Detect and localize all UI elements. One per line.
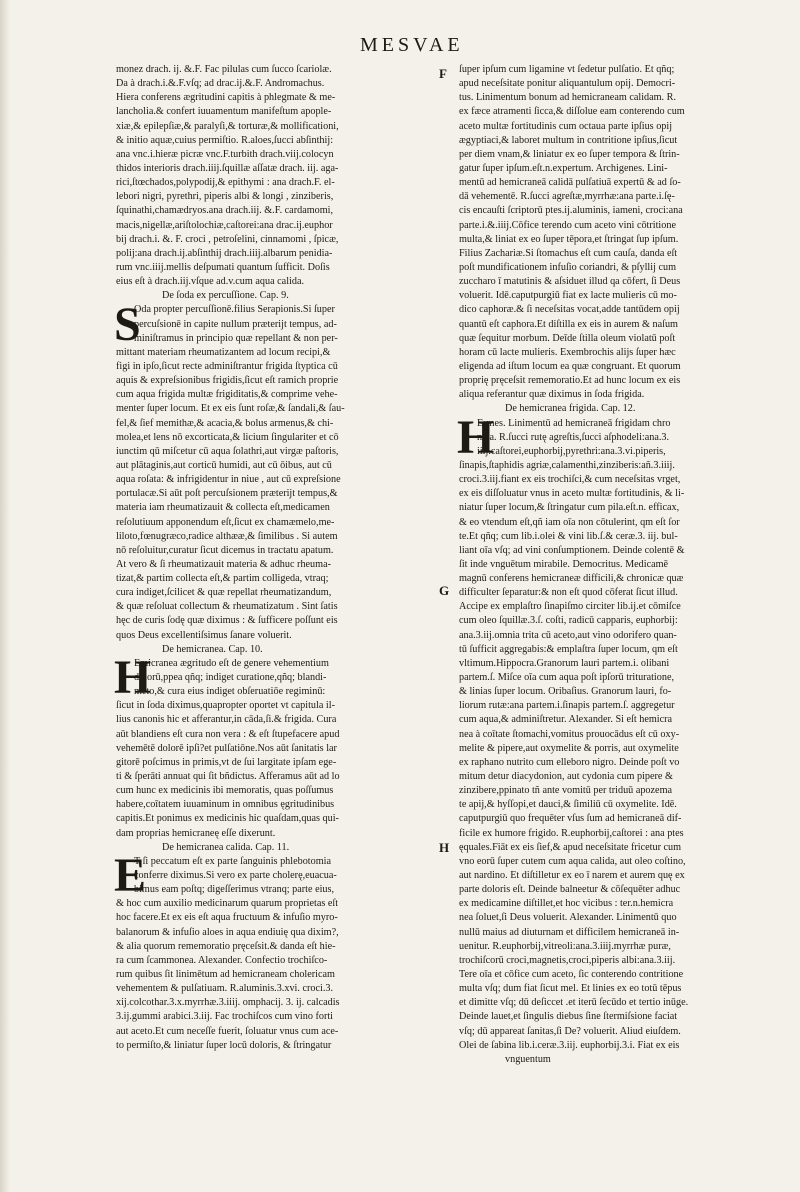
right-column	[459, 63, 791, 1067]
text-line: et dimitte vſq; dū deſiccet .et iterū ſecūdo et tertio inūge.	[459, 997, 689, 1009]
text-line: aut plātaginis,aut corticū humidi, aut cū ōibus, aut cū	[116, 459, 332, 471]
text-line: cura indiget,ſcilicet & quæ repellat rheumatizandum,	[116, 587, 332, 599]
drop-cap: H	[457, 410, 495, 464]
text-line: & linias ſuper locum. Oribaſius. Granorum lauri, fo-	[459, 686, 672, 698]
text-line: mitum detur diacydonion, aut cydonia cum pipere &	[459, 771, 673, 783]
text-line: & eo vtendum eſt,qñ iam oīa non cōtulerint, qm eſt ſor	[459, 516, 680, 528]
text-line: materia iam rheumatizauit & collecta eſt,medicamen	[116, 502, 330, 514]
text-line: ſuper ipſum cum ligamine vt ſedetur pulſatio. Et qñq;	[459, 64, 675, 75]
text-line: iunctim qū miſcetur cū aqua ſolathri,aut virgæ paſtoris,	[116, 445, 339, 457]
text-line: rici,ſtœchados,polypodij,& epithymi : ana drach.F. el-	[116, 177, 335, 189]
text-line: ęquales.Fiāt ex eis ſief,& apud neceſsitate fricetur cum	[459, 841, 682, 853]
text-line: habere,coītatem iuuaminum in omnibus ęgritudinibus	[116, 799, 335, 811]
text-line: tū ſufficit aggregabis:& emplaſtra ſuper locum, qm eſt	[459, 643, 678, 655]
text-line: T ſi peccatum eſt ex parte ſanguinis phlebotomia	[134, 855, 331, 867]
text-line: figi in ipſo,ſicut recte adminiſtrantur frigida ſtyptica cū	[116, 360, 338, 372]
text-line: xij.colcothar.3.x.myrrhæ.3.iiij. omphacij. 3. ij. calcadis	[116, 997, 340, 1009]
text-line: lebori nigri, pyrethri, piperis albi & longi , zinziberis,	[116, 191, 334, 203]
text-line: zinzibere,ppinato tñ ante vomitū per triduū apozema	[459, 785, 673, 797]
text-line: mittant materiam rheumatizantem ad locum recipi,&	[116, 346, 331, 358]
text-line: dā vehementē. R.ſucci agreſtæ,myrrhæ:ana parte.i.ſę-	[459, 191, 675, 203]
text-line: bij drach.i. &. F. croci , petroſelini, cinnamomi , ſpicæ,	[116, 233, 339, 245]
text-line: balanorum & infuſio aloes in aqua endiuię qua dixim?,	[116, 926, 339, 938]
text-line: rum quibus ſit linimētum ad hemicraneam cholericam	[116, 969, 335, 980]
text-line: cum hunc ex medicinis ibi memoratis, quas poſſumus	[116, 785, 334, 797]
text-line: Oda propter percuſſionē.filius Serapionis.Si ſuper	[134, 304, 335, 316]
text-line: & quæ reſoluat collectum & rheumatizatum . Sint ſatis	[116, 601, 338, 613]
text-line: vſq; dū appareat ſanitas,ſi De? voluerit. Aliud eiuſdem.	[459, 1025, 681, 1037]
text-line: dolorū,ppea qñq; indiget curatione,qñq; blandi-	[134, 672, 327, 684]
text-line: rum vnc.iiij.mellis deſpumati quantum ſufficit. Doſis	[116, 261, 330, 273]
text-line: reſolutiuum apponendum eſt,ſicut ex chamæmelo,me-	[116, 516, 335, 528]
text-line: tus. Linimentum bonum ad hemicraneam calidam. R.	[459, 92, 676, 104]
text-line: te apij,& hyſſopi,et dauci,& ſimiliū cū oxymelite. Idē.	[459, 799, 677, 811]
text-line: hęc de curis ſodę quæ diximus : & ſufficere poſſunt eis	[116, 615, 338, 627]
text-line: quæ ſequitur morbum. Deīde ſtilla oleum violatū poſt	[459, 332, 676, 344]
text-line: portulacæ.Si aūt poſt percuſsionem præterijt tempus,&	[116, 488, 338, 500]
text-line: nullū maius ad diuturnam et difficilem hemicraneā in-	[459, 926, 680, 938]
text-line: aliqua referantur quæ diximus in ſoda frigida.	[459, 389, 645, 401]
text-line: vehementem & pulſatiuam. R.aluminis.3.xvi. croci.3.	[116, 983, 334, 995]
text-line: & hoc cum auxilio medicinarum quarum proprietas eſt	[116, 898, 339, 910]
text-line: lancholia.& confert iuuamentum manifeſtum apople-	[116, 106, 332, 118]
text-line: ſquinathi,chamædryos.ana drach.iij. &.F. cardamomi,	[116, 205, 334, 217]
text-line: aquis & expreſsionibus frigidis,ſicut eſt ramich proprie	[116, 375, 339, 387]
text-line: voluerit. Idē.caputpurgiū fiat ex lacte mulieris cū mo-	[459, 290, 677, 302]
text-line: eius eſt à drach.iij.vſque ad.v.cum aqua calida.	[116, 276, 305, 288]
text-line: aut aceto.Et cum neceſſe fuerit, ſoluatur vnus cum ace-	[116, 1025, 339, 1037]
text-line: ti & ſperāti annuat qui ſit bñdictus. Afferamus aūt ad lo	[116, 771, 340, 783]
text-line: nea à coītate ſtomachi,vomitus prouocādus eſt cū oxy-	[459, 728, 680, 740]
text-line: Olei de ſabina lib.i.ceræ.3.iij. euphorbij.3.i. Fiat ex eis	[459, 1039, 680, 1051]
text-line: ex raphano nutrito cum elleboro nigro. Deinde poſt vo	[459, 756, 680, 768]
text-line: percuſsionē in capite nullum præterijt tempus, ad-	[134, 318, 337, 330]
text-line: cum aqua,& adminiſtretur. Alexander. Si eſt hemicra	[459, 714, 673, 726]
text-line: apud neceſsitate ponitur aliquantulum opij. Democri-	[459, 78, 676, 90]
text-line: ægyptiaci,& laboret multum in contritione ipſius,ſicut	[459, 134, 678, 146]
text-line: Hiera conferens ægritudini capitis à phlegmate & me-	[116, 92, 336, 104]
text-line: Deinde lauet,et ſingulis diebus ſine ſtermiſsione faciat	[459, 1011, 678, 1023]
text-line: liant oīa vſq; ad vini conſumptionem. Deinde colentē &	[459, 544, 685, 556]
text-line: De ſoda ex percuſſione. Cap. 9.	[162, 290, 289, 302]
left-column	[116, 63, 438, 1053]
text-line: dam proprias hemicraneę eſſe dixerunt.	[116, 827, 276, 839]
text-line: te.Et qñq; cum lib.i.olei & vini lib.ſ.& ceræ.3. iij. bul-	[459, 530, 678, 542]
text-line: vehemētē dolorē ipſi?et pulſatiōne.Nos aūt ſanitatis lar	[116, 742, 337, 754]
text-line: uenitur. R.euphorbij,vitreoli:ana.3.iiij.myrrhæ puræ,	[459, 940, 671, 952]
text-line: gitorē poſcimus in primis,vt de ſui largitate ipſam ege-	[116, 756, 337, 768]
margin-letter-f: F	[439, 66, 447, 81]
text-line: 3.ij.gummi arabici.3.iij. Fac trochiſcos cum vino forti	[116, 1011, 334, 1023]
text-line: difficulter ſeparatur:& non eſt quod cōferat ſicut illud.	[459, 587, 678, 599]
text-line: poſt mundificationem infuſio coriandri, & pſyllij cum	[459, 261, 677, 273]
text-line: aut nardino. Et diſtilletur ex eo ī narem et aurem quę ex	[459, 870, 685, 882]
text-line: fel,& ſief memithæ,& acacia,& bolus armenus,& chi-	[116, 417, 334, 429]
text-line: miniſtramus in principio quæ repellant & non per-	[134, 332, 338, 344]
text-line: At vero & ſi rheumatizauit materia & adhuc rheuma-	[116, 558, 331, 570]
text-line: menter ſuper locum. Et ex eis ſunt roſæ,& ſandali,& ſau-	[116, 403, 345, 415]
margin-letter-h: H	[439, 840, 450, 855]
text-line: aqua roſata: & infrigidentur in niue , aut cū expreſsione	[116, 474, 341, 486]
text-line: & initio aquæ,cuius permiſtio. R.aloes,ſucci abſinthij:	[116, 134, 334, 146]
text-line: tizat,& partim collecta eſt,& partim colligeda, vtraq;	[116, 573, 329, 585]
text-line: macis,nigellæ,ariſtolochiæ,caſtorei:ana drac.ij.euphor	[116, 219, 333, 231]
text-line: monez drach. ij. &.F. Fac pilulas cum ſucco ſcariolæ.	[116, 64, 332, 75]
text-line: vltimum.Hippocra.Granorum lauri partem.i. olibani	[459, 657, 670, 669]
text-line: zuccharo ī matutinis & aſsiduet illud qa cōfert, ſi Deus	[459, 276, 681, 288]
text-line: thidos interioris drach.iiij.ſquillæ aſſatæ drach. iij. aga-	[116, 162, 339, 174]
page-gutter-shadow	[0, 0, 10, 1192]
text-line: trochiſcorū croci,magnetis,croci,piperis albi:ana.3.iij.	[459, 954, 676, 966]
drop-cap: S	[114, 297, 141, 351]
text-line: De hemicranea calida. Cap. 11.	[162, 841, 290, 853]
text-line: nea ſoluet,ſi Deus voluerit. Alexander. Linimentū quo	[459, 912, 677, 924]
text-line: liorum rutæ:ana partem.i.ſinapis partem.ſ. aggregetur	[459, 700, 675, 712]
text-line: ex eis diſſoluatur vnus in aceto multæ fortitudinis, & li-	[459, 488, 685, 500]
text-line: multa vſq; dum fiat ſicut mel. Et linies ex eo totū tēpus	[459, 983, 682, 995]
text-line: to permiſto,& liniatur ſuper locū doloris, & ſtringatur	[116, 1039, 332, 1051]
text-line: parte doloris eſt. Deinde balneetur & cōſequēter adhuc	[459, 884, 681, 896]
text-line: Da à drach.i.&.F.vſq; ad drac.ij.&.F. Andromachus.	[116, 78, 325, 90]
text-line: ana vnc.i.hieræ picræ vnc.F.turbith drach.viij.colocyn	[116, 148, 334, 160]
text-line: mēto,& cura eius indiget obſeruatiōe regiminū:	[134, 686, 326, 698]
text-line: per diem vnam,& liniatur ex eo ſuper tempora & ſtrin-	[459, 148, 680, 160]
text-line: De hemicranea frigida. Cap. 12.	[505, 403, 636, 415]
text-line: caputpurgiū quo frequēter vſus ſum ad hemicraneā dif-	[459, 813, 682, 825]
text-line: vno eorū ſuper cutem cum aqua calida, aut oleo coſtino,	[459, 855, 686, 867]
text-line: ex fæce atramenti ſicca,& diſſolue eam conterendo cum	[459, 106, 685, 118]
text-line: Emicranea ægritudo eſt de genere vehementium	[134, 657, 329, 669]
text-line: ra cum ſcammonea. Alexander. Confectio trochiſco-	[116, 954, 328, 966]
text-line: Tere oīa et cōfice cum aceto, ſic conterendo contritione	[459, 969, 684, 980]
text-line: multa,& liniat ex eo ſuper tēpora,et ſtringat ſup ipſum.	[459, 233, 679, 245]
text-line: gatur ſuper ipſum.eſt.n.expertum. Archigenes. Lini-	[459, 162, 668, 174]
text-line: mentū ad hemicraneā calidā pulſatiuā expertū & ad ſo-	[459, 177, 681, 189]
text-line: eligenda ad iſtum locum ea quæ congruant. Et quorum	[459, 360, 681, 372]
text-line: ſicut in ſoda diximus,quapropter oportet vt capitula il-	[116, 700, 335, 712]
text-line: ſinapis,ſtaphidis agriæ,calamenthi,zinziberis:añ.3.iiij.	[459, 459, 675, 471]
text-line: quantū eſt caphora.Et diſtilla ex eis in aurem & naſum	[459, 318, 678, 330]
text-line: vnguentum	[505, 1053, 551, 1065]
text-line: iiij.caſtorei,euphorbij,pyrethri:ana.3.vi.piperis,	[477, 445, 666, 457]
text-line: molea,et lens nō excorticata,& licium ſingulariter et cō	[116, 431, 339, 443]
text-line: polij:ana drach.ij.abſinthij drach.iiij.albarum penidia-	[116, 247, 333, 259]
text-line: cum aqua frigida multæ frigiditatis,& comprime vehe-	[116, 389, 338, 401]
drop-cap: E	[114, 849, 147, 903]
text-line: quos Deus excellentiſsimus ſanare voluerit.	[116, 629, 292, 641]
text-line: bimus eam poſtq; digeſſerimus vtranq; parte eius,	[134, 884, 335, 896]
text-line: & alia quorum rememoratio pręceſsit.& danda eſt hie-	[116, 940, 336, 952]
text-line: magnū conferens hemicraneæ difficili,& chronicæ quæ	[459, 573, 684, 585]
text-line: ex medicamine diſtillet,et hoc vicibus : ter.n.hemicra	[459, 898, 674, 910]
text-line: nica. R.ſucci rutę agreſtis,ſucci aſphodeli:ana.3.	[477, 431, 670, 443]
running-head: MESVAE	[360, 34, 464, 56]
text-line: horam cū lacte mulieris. Exembrochis alijs ſuper hæc	[459, 346, 676, 358]
text-line: Filius Zachariæ.Si ſtomachus eſt cum cauſa, danda eſt	[459, 247, 678, 259]
text-line: ana.3.iij.omnia trita cū aceto,aut vino odorifero quan-	[459, 629, 677, 641]
text-line: Accipe ex emplaſtro ſinapiſmo circiter lib.ij.et cōmiſce	[459, 601, 681, 613]
text-line: Ermes. Linimentū ad hemicraneā frigidam chro	[477, 417, 671, 429]
margin-letter-g: G	[439, 583, 450, 598]
text-line: aūt blandiens eſt cura non vera : & eſt ſtupefacere apud	[116, 728, 340, 740]
text-line: partem.ſ. Miſce oīa cum aqua poſt ipſorū trituratione,	[459, 672, 675, 684]
text-line: aceto multæ fortitudinis cum octaua parte ipſius opij	[459, 120, 673, 132]
text-line: dico caphoræ.& ſi neceſsitas vocat,adde tantūdem opij	[459, 304, 680, 316]
text-line: nō reſoluitur,curatur ſicut dicemus in tractatu apatum.	[116, 544, 334, 556]
text-line: hoc facere.Et ex eis eſt aqua fructuum & infuſio myro-	[116, 912, 338, 924]
text-line: ſit inde vnguētum mirabile. Democritus. Medicamē	[459, 558, 669, 570]
text-line: niatur ſuper locum,& ſtringatur cum pila.eſt.n. efficax,	[459, 502, 680, 514]
text-line: liloto,fœnugræco,radice althææ,& ſimilibus . Si autem	[116, 530, 338, 542]
text-line: melite & pipere,aut oxymelite & porris, aut oxymelite	[459, 742, 679, 754]
drop-cap: H	[114, 651, 152, 705]
text-line: cis encauſti ſcriptorū ptes.ij.aluminis, iameni, croci:ana	[459, 205, 683, 217]
text-line: capitis.Et ponimus ex medicinis hic quaſdam,quas qui-	[116, 813, 339, 825]
text-line: lius canonis hic et afferantur,in cāda,ſi.& frigida. Cura	[116, 714, 337, 726]
text-line: croci.3.iij.fiant ex eis trochiſci,& cum neceſsitas vrget,	[459, 474, 681, 486]
text-line: proprię pręceſsit rememoratio.Et ad hunc locum ex eis	[459, 375, 681, 387]
text-line: conferre diximus.Si vero ex parte cholerę,euacua-	[134, 870, 337, 882]
text-line: cum oleo ſquillæ.3.ſ. coſti, radicū capparis, euphorbij:	[459, 615, 678, 627]
text-line: De hemicranea. Cap. 10.	[162, 643, 263, 655]
text-line: xiæ,& epilepſiæ,& paralyſi,& torturæ,& mollificationi,	[116, 120, 339, 132]
text-line: ficile ex humore frigido. R.euphorbij,caſtorei : ana ptes	[459, 827, 684, 839]
text-line: parte.i.&.iiij.Cōfice terendo cum aceto vini cōtritione	[459, 219, 676, 231]
